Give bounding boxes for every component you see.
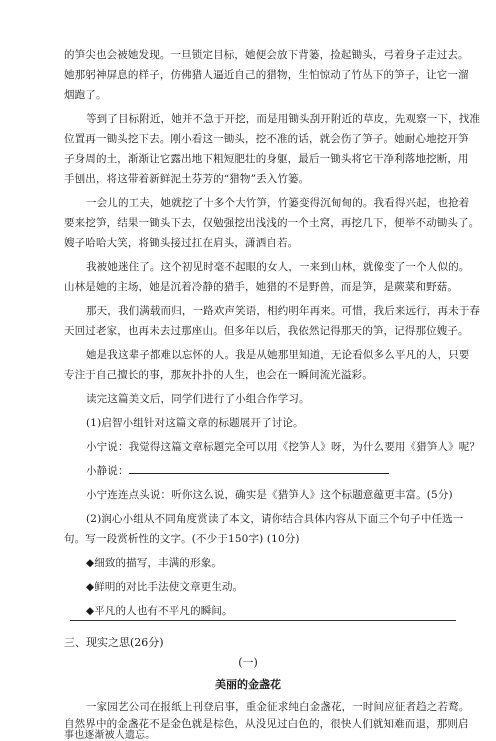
story-line: 一会儿的工夫，她就挖了十多个大竹笋，竹篓变得沉甸甸的。我看得兴起，也抢着 xyxy=(86,197,470,209)
question-1-xiaojing xyxy=(86,463,389,478)
question-1-xiaoning: 小宁说：我觉得这篇文章标题完全可以用《挖笋人》呀，为什么要用《猎笋人》呢？ xyxy=(86,441,481,453)
question-1-title: (1)启智小组针对这篇文章的标题展开了讨论。 xyxy=(86,417,304,429)
story-line: 要来挖笋，结果一锄头下去，仅勉强挖出浅浅的一个土窝，再挖几下，便举不动锄头了。 xyxy=(64,217,480,229)
article-line: 自然界中的金盏花不是金色就是棕色，从没见过白色的，很快人们就知难而退，那则启 xyxy=(64,718,469,730)
story-line: 的笋尖也会被她发现。一旦锁定目标，她便会放下背篓，捡起锄头，弓着身子走过去。 xyxy=(64,49,469,61)
story-line: 烟跑了。 xyxy=(64,89,107,101)
question-2-line: (2)润心小组从不同角度赏读了本文，请你结合具体内容从下面三个句子中任选一 xyxy=(86,513,464,525)
section-3-heading: 三、现实之思(26分) xyxy=(64,636,164,649)
story-line: 山林是她的主场，她是沉着冷静的猎手，她猎的不是野兽，而是笋，是蕨菜和野菇。 xyxy=(64,281,459,293)
story-line: 她是我这辈子都难以忘怀的人。我是从她那里知道，无论看似多么平凡的人，只要 xyxy=(86,349,470,361)
question-1-conclusion: 小宁连连点头说：听你这么说，确实是《猎笋人》这个标题意蕴更丰富。(5分) xyxy=(86,489,453,501)
story-line: 天回过老家，也再未去过那座山。但多年以后，我依然记得那天的笋，记得那位嫂子。 xyxy=(64,325,469,337)
xiaojing-label: 小静说： xyxy=(86,465,129,477)
answer-blank[interactable] xyxy=(129,464,389,474)
article-line: 事也逐渐被人遗忘。 xyxy=(64,730,156,741)
story-line: 位置再一锄头挖下去。刚小看这一锄头，挖不准的话，就会伤了笋子。她耐心地挖开笋 xyxy=(64,133,469,145)
story-line: 我被她迷住了。这个初见时毫不起眼的女人，一来到山林，就像变了一个人似的。 xyxy=(86,261,470,273)
part-number: (一) xyxy=(238,656,258,669)
option-item: ◆细致的描写，丰满的形象。 xyxy=(86,557,223,569)
story-line: 那天，我们满载而归，一路欢声笑语，相约明年再来。可惜，我后来远行，再未于春 xyxy=(86,305,481,317)
article-title: 美丽的金盏花 xyxy=(215,678,281,691)
task-intro: 读完这篇美文后，同学们进行了小组合作学习。 xyxy=(86,393,310,405)
story-line: 她那躬神屏息的样子，仿佛猎人逼近自己的猎物，生怕惊动了竹丛下的笋子，让它一溜 xyxy=(64,69,469,81)
story-line: 嫂子哈哈大笑，将锄头接过扛在肩头，潇洒自若。 xyxy=(64,237,299,249)
article-line: 一家园艺公司在报纸上刊登启事，重金征求纯白金盏花，一时间应征者趋之若鹜。 xyxy=(86,701,470,713)
story-line: 子身周的土，渐渐让它露出地下粗短肥壮的身躯，最后一锄头将它干净利落地挖断，用 xyxy=(64,153,469,165)
story-line: 专注于自己擅长的事，那灰扑扑的人生，也会在一瞬间流光溢彩。 xyxy=(64,369,373,381)
option-item: ◆鲜明的对比手法使文章更生动。 xyxy=(86,581,244,593)
story-line: 等到了目标附近，她并不急于开挖，而是用锄头刮开附近的草皮，先观察一下，找准 xyxy=(86,113,481,125)
answer-line[interactable] xyxy=(70,620,456,621)
story-line: 手刨出，将这带着新鲜泥土芬芳的“猎物”丢入竹篓。 xyxy=(64,173,310,185)
question-2-line: 句。写一段赏析性的文字。(不少于150字) (10分) xyxy=(64,533,300,545)
option-item: ◆平凡的人也有不平凡的瞬间。 xyxy=(86,605,233,617)
